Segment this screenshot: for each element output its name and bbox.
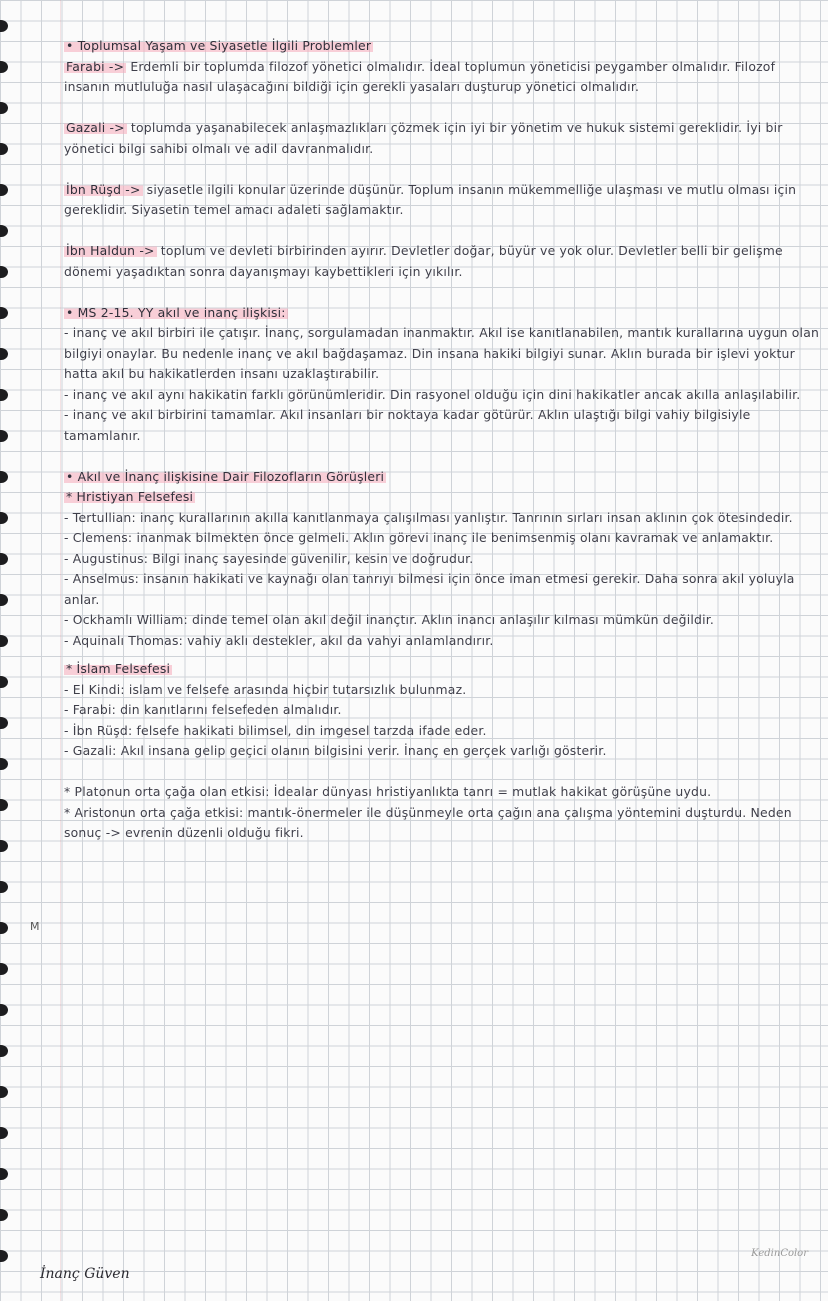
- islam-item: - Farabi: din kanıtlarını felsefeden almalıdır.: [64, 702, 342, 717]
- faith-heading: • MS 2-15. YY akıl ve inanç ilişkisi:: [66, 304, 286, 320]
- spiral-ring: [0, 799, 8, 811]
- faith-item: - inanç ve akıl aynı hakikatin farklı görünümleridir. Din rasyonel olduğu için dini hakikatler ancak akılla anlaşılabilir.: [64, 386, 801, 402]
- section-ibn-haldun: [64, 241, 820, 282]
- term-ibn-haldun: İbn Haldun ->: [66, 243, 155, 258]
- section-heading-politics: • Toplumsal Yaşam ve Siyasetle İlgili Problemler: [66, 38, 372, 53]
- christian-heading: * Hristiyan Felsefesi: [66, 489, 194, 504]
- spiral-ring: [0, 307, 8, 319]
- note-item: * Platonun orta çağa olan etkisi: İdealar dünyası hristiyanlıkta tanrı = mutlak hakikat görüşüne uydu.: [64, 784, 712, 799]
- section-farabi: [64, 36, 820, 98]
- spiral-ring: [0, 922, 8, 934]
- spiral-ring: [0, 758, 8, 770]
- spiral-ring: [0, 594, 8, 606]
- christian-item: - Augustinus: Bilgi inanç sayesinde güvenilir, kesin ve doğrudur.: [64, 550, 474, 566]
- spiral-ring: [0, 430, 8, 442]
- spiral-ring: [0, 881, 8, 893]
- spiral-ring: [0, 143, 8, 155]
- text-gazali: toplumda yaşanabilecek anlaşmazlıkları çözmek için iyi bir yönetim ve hukuk sistemi gereklidir. İyi bir yönetici bilgi sahibi olmalı ve adil davranmalıdır.: [64, 120, 783, 156]
- spiral-ring: [0, 1004, 8, 1016]
- christian-item: - Aquinalı Thomas: vahiy aklı destekler, akıl da vahyi anlamlandırır.: [64, 632, 494, 648]
- brand-watermark: KedinColor: [751, 1248, 808, 1259]
- section-islam: [64, 659, 820, 762]
- margin-mark: M: [30, 920, 40, 933]
- spiral-ring: [0, 184, 8, 196]
- spiral-binding: [0, 0, 14, 1301]
- spiral-ring: [0, 1127, 8, 1139]
- spiral-ring: [0, 635, 8, 647]
- spiral-ring: [0, 963, 8, 975]
- spiral-ring: [0, 20, 8, 32]
- christian-item: - Anselmus: insanın hakikati ve kaynağı olan tanrıyı bilmesi için önce iman etmesi gerekir. Daha sonra akıl yoluyla anlar.: [64, 571, 795, 607]
- spiral-ring: [0, 348, 8, 360]
- term-farabi: Farabi ->: [66, 58, 125, 74]
- term-ibn-rusd: İbn Rüşd ->: [66, 181, 141, 197]
- spiral-ring: [0, 225, 8, 237]
- islam-item: - El Kindi: islam ve felsefe arasında hiçbir tutarsızlık bulunmaz.: [64, 681, 467, 697]
- philosophers-heading: • Akıl ve İnanç ilişkisine Dair Filozofların Görüşleri: [66, 468, 385, 484]
- faith-item: - inanç ve akıl birbiri ile çatışır. İnanç, sorgulamadan inanmaktır. Akıl ise kanıtlanabilen, mantık kurallarına uygun olan bilgiyi onaylar. Bu nedenle inanç ve akıl bağdaşamaz. Din insana hakiki bilgiyi sunar. Aklın burada bir işlevi yoktur hatta akıl bu hakikatlerden insanı uzaklaştırabilir.: [64, 325, 820, 381]
- spiral-ring: [0, 1045, 8, 1057]
- spiral-ring: [0, 1209, 8, 1221]
- term-gazali: Gazali ->: [66, 120, 125, 135]
- spiral-ring: [0, 717, 8, 729]
- islam-item: - İbn Rüşd: felsefe hakikati bilimsel, din imgesel tarzda ifade eder.: [64, 722, 487, 738]
- islam-item: - Gazali: Akıl insana gelip geçici olanın bilgisini verir. İnanç en gerçek varlığı gösterir.: [64, 743, 607, 758]
- faith-item: - inanç ve akıl birbirini tamamlar. Akıl insanları bir noktaya kadar götürür. Aklın ulaştığı bilgi vahiy bilgisiyle tamamlanır.: [64, 407, 751, 443]
- notes-content: [64, 36, 820, 864]
- section-philosophers: [64, 467, 820, 652]
- section-faith-reason: [64, 303, 820, 447]
- spiral-ring: [0, 1250, 8, 1262]
- section-notes: [64, 782, 820, 844]
- spiral-ring: [0, 1168, 8, 1180]
- signature: İnanç Güven: [40, 1266, 130, 1282]
- spiral-ring: [0, 840, 8, 852]
- spiral-ring: [0, 471, 8, 483]
- text-ibn-haldun: toplum ve devleti birbirinden ayırır. Devletler doğar, büyür ve yok olur. Devletler belli bir gelişme dönemi yaşadıktan sonra dayanışmayı kaybettikleri için yıkılır.: [64, 243, 783, 279]
- text-ibn-rusd: siyasetle ilgili konular üzerinde düşünür. Toplum insanın mükemmelliğe ulaşması ve mutlu olması için gereklidir. Siyasetin temel amacı adaleti sağlamaktır.: [64, 181, 797, 217]
- section-ibn-rusd: [64, 180, 820, 221]
- spiral-ring: [0, 389, 8, 401]
- spiral-ring: [0, 676, 8, 688]
- islam-heading: * İslam Felsefesi: [66, 661, 171, 676]
- spiral-ring: [0, 102, 8, 114]
- margin-line: [60, 0, 61, 1301]
- spiral-ring: [0, 553, 8, 565]
- christian-item: - Clemens: inanmak bilmekten önce gelmeli. Aklın görevi inanç ile benimsenmiş olanı kavramak ve anlamaktır.: [64, 530, 774, 545]
- section-gazali: [64, 118, 820, 159]
- spiral-ring: [0, 1086, 8, 1098]
- christian-item: - Ockhamlı William: dinde temel olan akıl değil inançtır. Aklın inancı anlaşılır kılması mümkün değildir.: [64, 612, 715, 627]
- spiral-ring: [0, 512, 8, 524]
- spiral-ring: [0, 266, 8, 278]
- note-item: * Aristonun orta çağa etkisi: mantık-önermeler ile düşünmeyle orta çağın ana çalışma yöntemini duşturdu. Neden sonuç -> evrenin düzenli olduğu fikri.: [64, 804, 792, 840]
- text-farabi: Erdemli bir toplumda filozof yönetici olmalıdır. İdeal toplumun yöneticisi peygamber olmalıdır. Filozof insanın mutluluğa nasıl ulaşacağını bildiği için gerekli yasaları duşturup yönetici olmalıdır.: [64, 58, 776, 94]
- christian-item: - Tertullian: inanç kurallarının akılla kanıtlanmaya çalışılması yanlıştır. Tanrının sırları insan aklının çok ötesindedir.: [64, 509, 793, 525]
- spiral-ring: [0, 61, 8, 73]
